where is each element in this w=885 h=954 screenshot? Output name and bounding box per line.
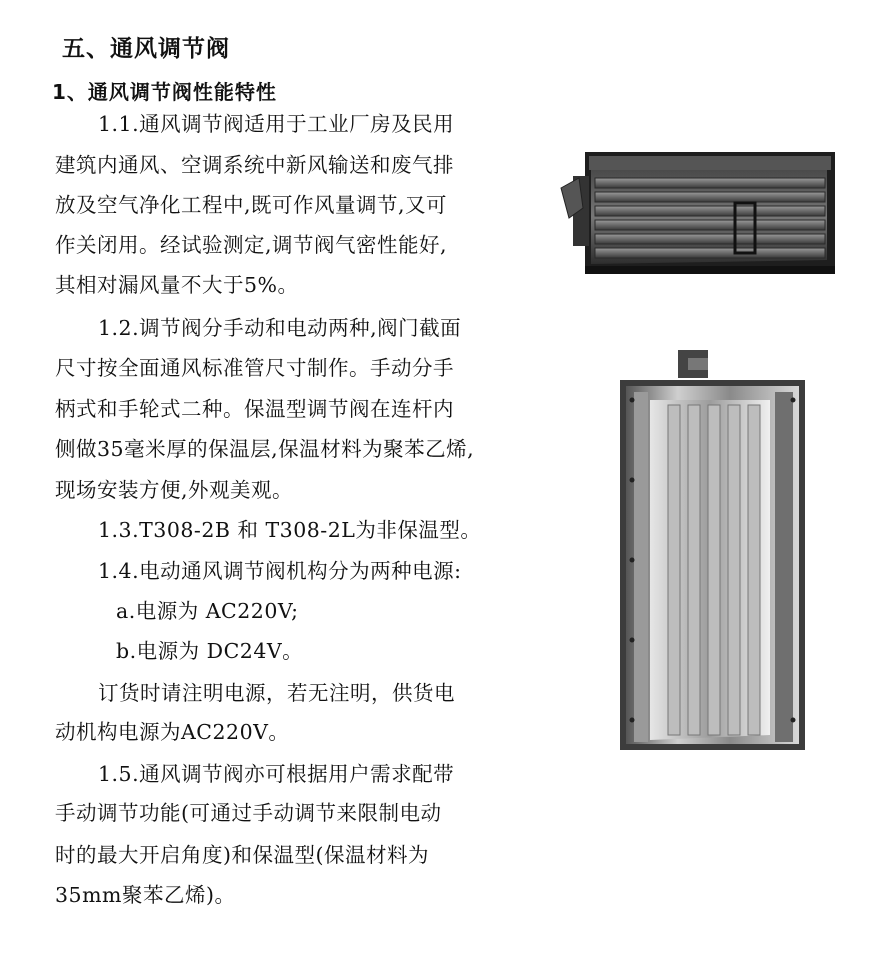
text-line: 侧做35毫米厚的保温层,保温材料为聚苯乙烯, xyxy=(55,437,475,461)
text-line: 1.3.T308-2B 和 T308-2L为非保温型。 xyxy=(98,518,482,542)
text-line: 1.4.电动通风调节阀机构分为两种电源: xyxy=(98,559,462,583)
text-line: a.电源为 AC220V; xyxy=(116,599,299,623)
text-line: 柄式和手轮式二种。保温型调节阀在连杆内 xyxy=(55,397,454,421)
text-line: 作关闭用。经试验测定,调节阀气密性能好, xyxy=(55,233,448,257)
section-heading: 五、通风调节阀 xyxy=(62,36,230,62)
damper-photo-vertical xyxy=(620,350,805,760)
text-line: 1.2.调节阀分手动和电动两种,阀门截面 xyxy=(98,316,462,340)
damper-photo-horizontal xyxy=(555,148,840,278)
text-line: 其相对漏风量不大于5%。 xyxy=(55,273,299,297)
text-line: 放及空气净化工程中,既可作风量调节,又可 xyxy=(55,193,448,217)
text-line: 动机构电源为AC220V。 xyxy=(55,720,290,744)
text-line: 35mm聚苯乙烯)。 xyxy=(55,883,236,907)
text-line: b.电源为 DC24V。 xyxy=(116,639,304,663)
text-line: 建筑内通风、空调系统中新风输送和废气排 xyxy=(55,153,454,177)
text-line: 订货时请注明电源，若无注明，供货电 xyxy=(98,681,455,705)
text-line: 1.1.通风调节阀适用于工业厂房及民用 xyxy=(98,112,455,136)
text-line: 尺寸按全面通风标准管尺寸制作。手动分手 xyxy=(55,356,454,380)
text-line: 现场安装方便,外观美观。 xyxy=(55,478,294,502)
text-line: 时的最大开启角度)和保温型(保温材料为 xyxy=(55,843,429,867)
subsection-heading: 1、通风调节阀性能特性 xyxy=(52,80,277,104)
text-line: 1.5.通风调节阀亦可根据用户需求配带 xyxy=(98,762,455,786)
text-line: 手动调节功能(可通过手动调节来限制电动 xyxy=(55,801,442,825)
